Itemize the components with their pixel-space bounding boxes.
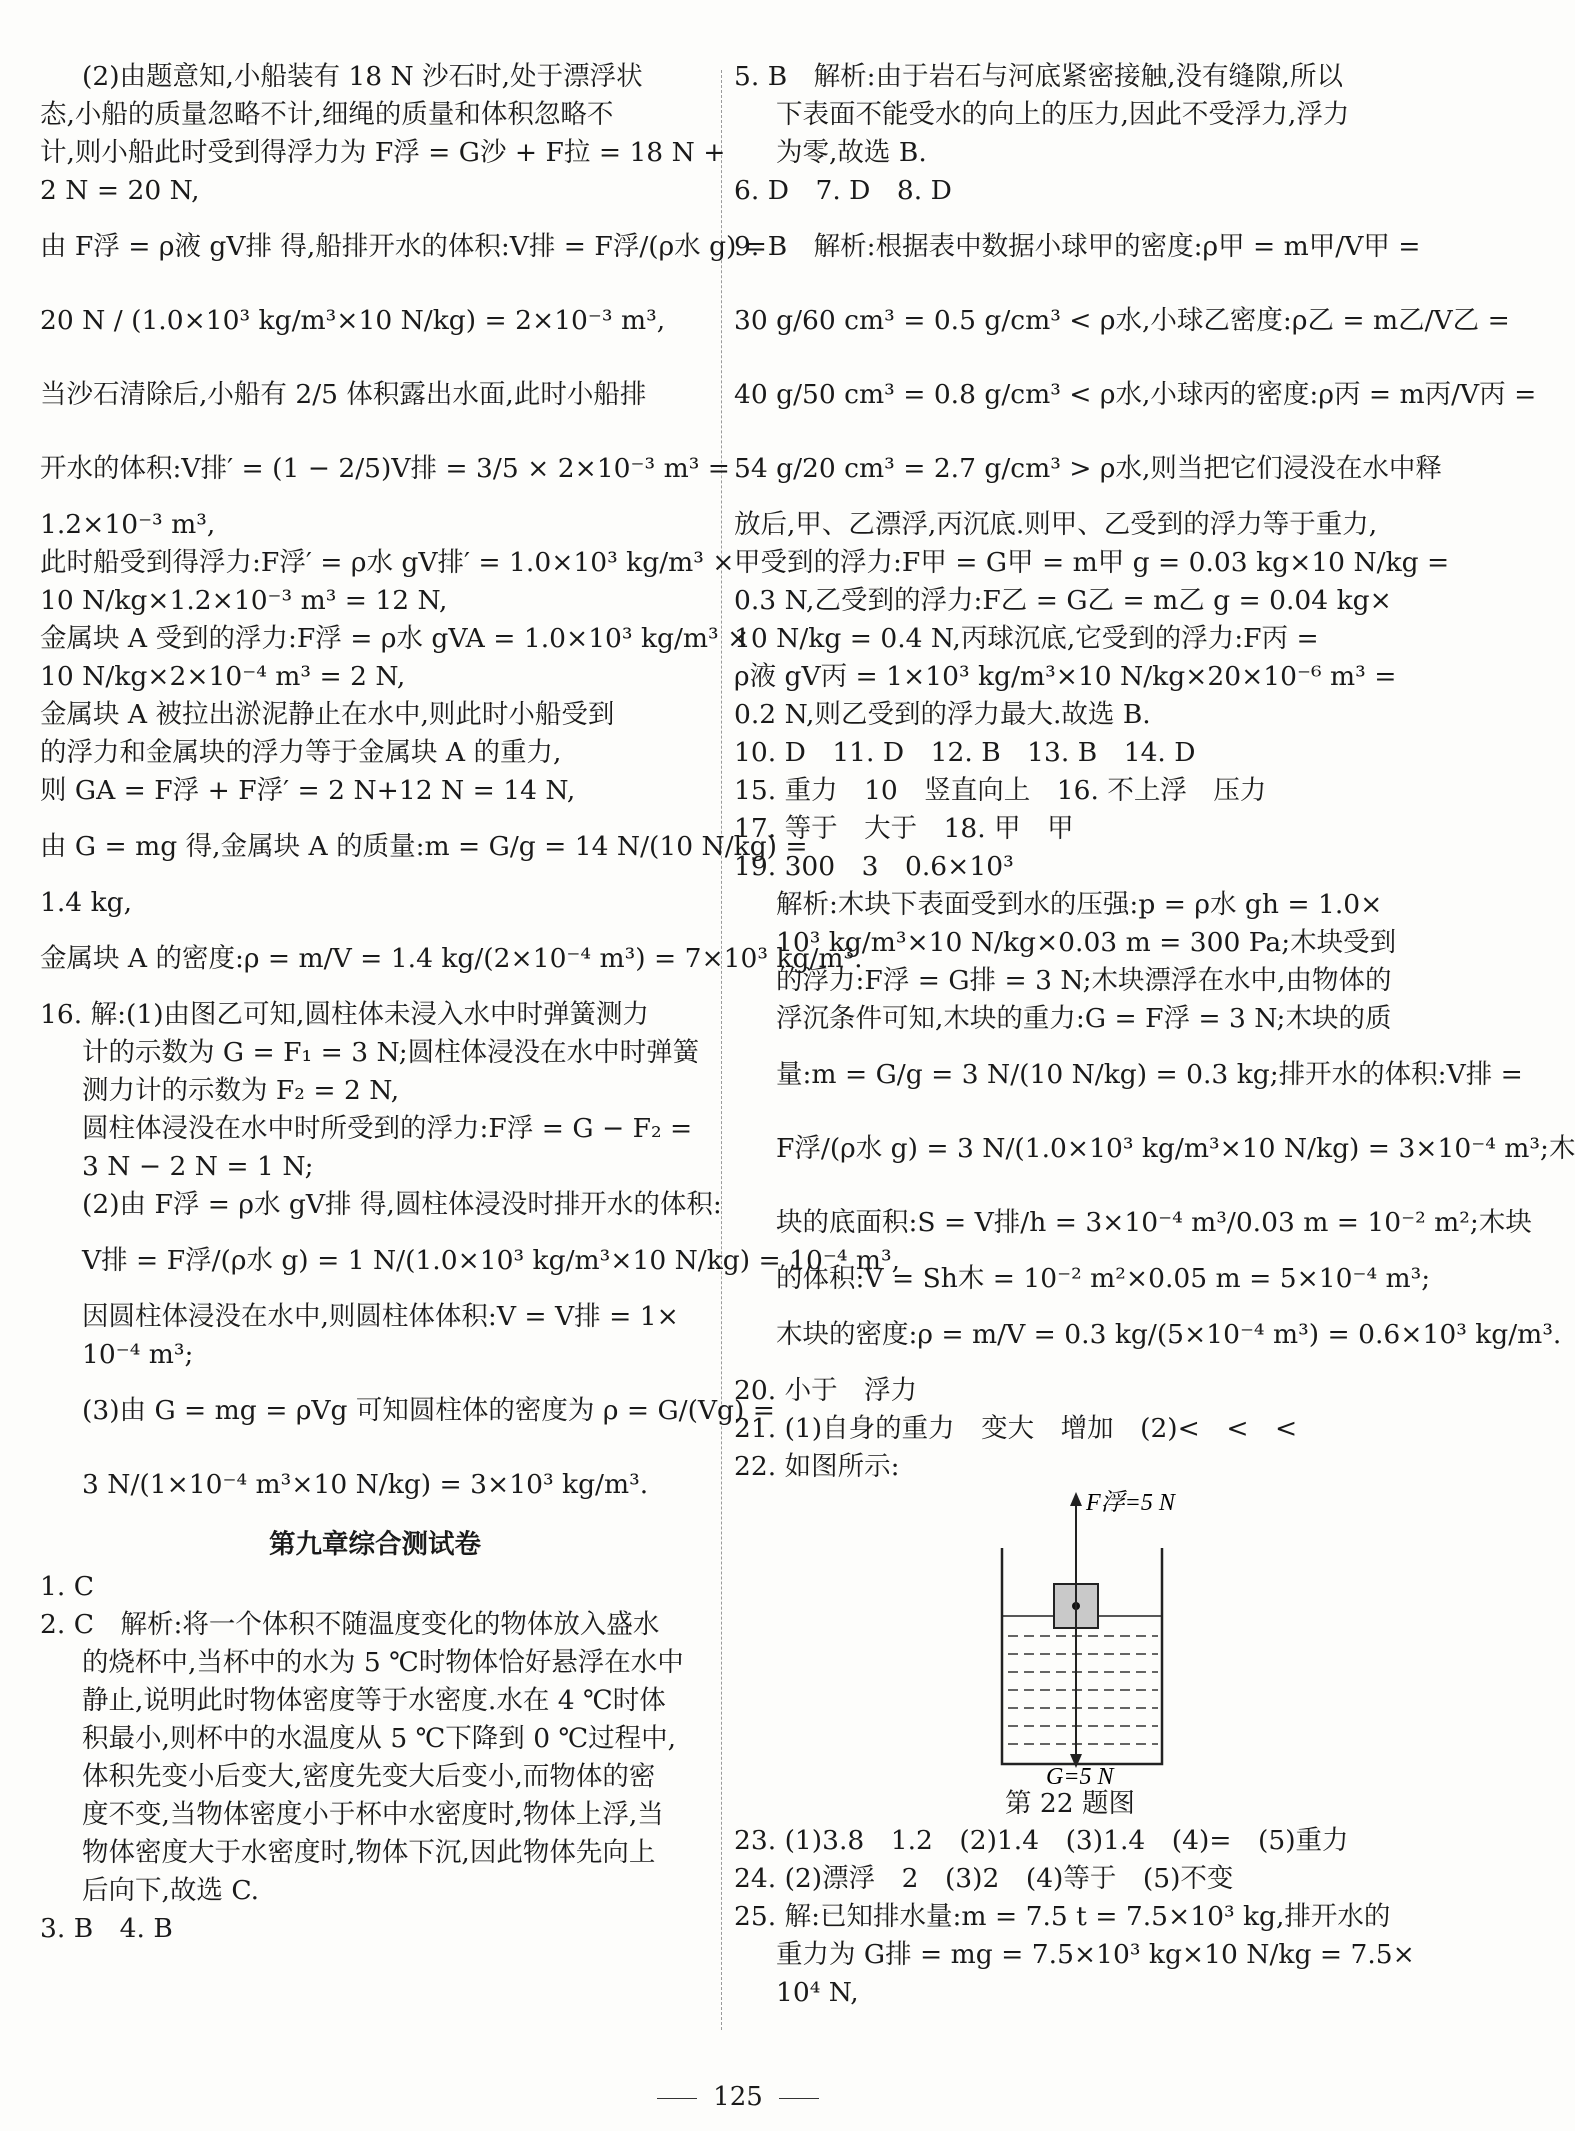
text-line: 放后,甲、乙漂浮,丙沉底.则甲、乙受到的浮力等于重力, (734, 509, 1378, 540)
beaker-outline (1002, 1548, 1162, 1764)
text-line: 1.4 kg, (40, 887, 133, 918)
beaker-diagram (734, 1486, 1406, 1790)
text-line: 静止,说明此时物体密度等于水密度.水在 4 ℃时体 (82, 1685, 666, 1716)
formula-line: (3)由 G = mg = ρVg 可知圆柱体的密度为 ρ = G/(Vg) = (82, 1395, 775, 1426)
answer-17-18: 17. 等于 大于 18. 甲 甲 (734, 813, 1074, 844)
page-number: 125 (713, 2082, 763, 2112)
text-line: 金属块 A 受到的浮力:F浮 = ρ水 gVA = 1.0×10³ kg/m³ × (40, 623, 750, 654)
text-line: 计,则小船此时受到得浮力为 F浮 = G沙 + F拉 = 18 N + (40, 137, 726, 168)
text-line: 态,小船的质量忽略不计,细绳的质量和体积忽略不 (40, 99, 614, 130)
text-line: 体积先变小后变大,密度先变大后变小,而物体的密 (82, 1761, 656, 1792)
question-16: 16. 解:(1)由图乙可知,圆柱体未浸入水中时弹簧测力 (40, 999, 649, 1030)
text-line: 的浮力:F浮 = G排 = 3 N;木块漂浮在水中,由物体的 (776, 965, 1392, 996)
text-line: 2 N = 20 N, (40, 175, 200, 206)
text-line: 甲受到的浮力:F甲 = G甲 = m甲 g = 0.03 kg×10 N/kg = (734, 547, 1450, 578)
answer-21: 21. (1)自身的重力 变大 增加 (2)< < < (734, 1413, 1298, 1444)
text-line: 则 GA = F浮 + F浮′ = 2 N+12 N = 14 N, (40, 775, 576, 806)
formula-line: V排 = F浮/(ρ水 g) = 1 N/(1.0×10³ kg/m³×10 N/kg) = 10⁻⁴ m³, (82, 1245, 901, 1276)
formula-line: 金属块 A 的密度:ρ = m/V = 1.4 kg/(2×10⁻⁴ m³) = 7×10³ kg/m³. (40, 943, 863, 974)
formula-line: 开水的体积:V排′ = (1 − 2/5)V排 = 3/5 × 2×10⁻³ m³ = (40, 453, 730, 484)
figure-caption: 第 22 题图 (1004, 1788, 1136, 1819)
text-line: 的烧杯中,当杯中的水为 5 ℃时物体恰好悬浮在水中 (82, 1647, 684, 1678)
section-title: 第九章综合测试卷 (269, 1529, 481, 1560)
formula-line: F浮/(ρ水 g) = 3 N/(1.0×10³ kg/m³×10 N/kg) = 3×10⁻⁴ m³;木 (776, 1133, 1575, 1164)
text-line: 10 N/kg×1.2×10⁻³ m³ = 12 N, (40, 585, 448, 616)
answer-3-4: 3. B 4. B (40, 1913, 173, 1944)
buoyancy-figure (734, 1486, 1406, 1790)
formula-line: 40 g/50 cm³ = 0.8 g/cm³ < ρ水,小球丙的密度:ρ丙 = m丙/V丙 = (734, 379, 1537, 410)
answer-22: 22. 如图所示: (734, 1451, 900, 1482)
formula-line: 54 g/20 cm³ = 2.7 g/cm³ > ρ水,则当把它们浸没在水中释 (734, 453, 1442, 484)
text-line: 为零,故选 B. (776, 137, 927, 168)
text-line: 10 N/kg×2×10⁻⁴ m³ = 2 N, (40, 661, 406, 692)
formula-line: 当沙石清除后,小船有 2/5 体积露出水面,此时小船排 (40, 379, 647, 410)
text-line: 计的示数为 G = F₁ = 3 N;圆柱体浸没在水中时弹簧 (82, 1037, 700, 1068)
answer-19: 19. 300 3 0.6×10³ (734, 851, 1014, 882)
text-line: 积最小,则杯中的水温度从 5 ℃下降到 0 ℃过程中, (82, 1723, 677, 1754)
formula-line: 20 N / (1.0×10³ kg/m³×10 N/kg) = 2×10⁻³ m³, (40, 305, 666, 336)
text-line: 度不变,当物体密度小于杯中水密度时,物体上浮,当 (82, 1799, 664, 1830)
text-line: 下表面不能受水的向上的压力,因此不受浮力,浮力 (776, 99, 1350, 130)
answer-6-8: 6. D 7. D 8. D (734, 175, 952, 206)
text-line: 解析:木块下表面受到水的压强:p = ρ水 gh = 1.0× (776, 889, 1383, 920)
text-line: 圆柱体浸没在水中时所受到的浮力:F浮 = G − F₂ = (82, 1113, 693, 1144)
text-line: 10³ kg/m³×10 N/kg×0.03 m = 300 Pa;木块受到 (776, 927, 1397, 958)
text-line: 金属块 A 被拉出淤泥静止在水中,则此时小船受到 (40, 699, 615, 730)
answer-10-14: 10. D 11. D 12. B 13. B 14. D (734, 737, 1196, 768)
text-line: 的浮力和金属块的浮力等于金属块 A 的重力, (40, 737, 562, 768)
text-line: 因圆柱体浸没在水中,则圆柱体体积:V = V排 = 1× (82, 1301, 679, 1332)
formula-line: 量:m = G/g = 3 N/(10 N/kg) = 0.3 kg;排开水的体积:V排 = (776, 1059, 1523, 1090)
text-line: 的体积:V = Sh木 = 10⁻² m²×0.05 m = 5×10⁻⁴ m³; (776, 1263, 1431, 1294)
formula-line: 30 g/60 cm³ = 0.5 g/cm³ < ρ水,小球乙密度:ρ乙 = m乙/V乙 = (734, 305, 1510, 336)
formula-line: 块的底面积:S = V排/h = 3×10⁻⁴ m³/0.03 m = 10⁻² m²;木块 (776, 1207, 1532, 1238)
water-lines (1008, 1636, 1158, 1744)
answer-23: 23. (1)3.8 1.2 (2)1.4 (3)1.4 (4)= (5)重力 (734, 1825, 1349, 1856)
text-line: 物体密度大于水密度时,物体下沉,因此物体先向上 (82, 1837, 656, 1868)
answer-1: 1. C (40, 1571, 94, 1602)
formula-line: 由 G = mg 得,金属块 A 的质量:m = G/g = 14 N/(10 N/kg) = (40, 831, 808, 862)
answer-20: 20. 小于 浮力 (734, 1375, 918, 1406)
answer-9: 9. B 解析:根据表中数据小球甲的密度:ρ甲 = m甲/V甲 = (734, 231, 1421, 262)
column-divider (721, 70, 722, 2030)
text-line: 0.2 N,则乙受到的浮力最大.故选 B. (734, 699, 1151, 730)
buoyancy-label: F浮=5 N (1086, 1490, 1175, 1516)
text-line: (2)由题意知,小船装有 18 N 沙石时,处于漂浮状 (82, 61, 643, 92)
formula-line: 木块的密度:ρ = m/V = 0.3 kg/(5×10⁻⁴ m³) = 0.6×10³ kg/m³. (776, 1319, 1562, 1350)
text-line: 重力为 G排 = mg = 7.5×10³ kg×10 N/kg = 7.5× (776, 1939, 1415, 1970)
text-line: 测力计的示数为 F₂ = 2 N, (82, 1075, 400, 1106)
answer-24: 24. (2)漂浮 2 (3)2 (4)等于 (5)不变 (734, 1863, 1234, 1894)
buoyancy-arrowhead (1070, 1492, 1082, 1506)
answer-2: 2. C 解析:将一个体积不随温度变化的物体放入盛水 (40, 1609, 660, 1640)
text-line: 3 N − 2 N = 1 N; (82, 1151, 314, 1182)
answer-15-16: 15. 重力 10 竖直向上 16. 不上浮 压力 (734, 775, 1267, 806)
text-line: 10⁴ N, (776, 1977, 859, 2008)
text-line: 此时船受到得浮力:F浮′ = ρ水 gV排′ = 1.0×10³ kg/m³ × (40, 547, 735, 578)
text-line: 10⁻⁴ m³; (82, 1339, 194, 1370)
answer-25: 25. 解:已知排水量:m = 7.5 t = 7.5×10³ kg,排开水的 (734, 1901, 1391, 1932)
right-column (734, 58, 1575, 2012)
text-line: 0.3 N,乙受到的浮力:F乙 = G乙 = m乙 g = 0.04 kg× (734, 585, 1392, 616)
text-line: 后向下,故选 C. (82, 1875, 260, 1906)
formula-line: 由 F浮 = ρ液 gV排 得,船排开水的体积:V排 = F浮/(ρ水 g) = (40, 231, 768, 262)
text-line: ρ液 gV丙 = 1×10³ kg/m³×10 N/kg×20×10⁻⁶ m³ = (734, 661, 1397, 692)
text-line: 1.2×10⁻³ m³, (40, 509, 216, 540)
answer-5: 5. B 解析:由于岩石与河底紧密接触,没有缝隙,所以 (734, 61, 1343, 92)
page-footer (0, 2082, 1476, 2112)
gravity-label: G=5 N (1046, 1764, 1114, 1790)
text-line: 浮沉条件可知,木块的重力:G = F浮 = 3 N;木块的质 (776, 1003, 1392, 1034)
formula-line: 3 N/(1×10⁻⁴ m³×10 N/kg) = 3×10³ kg/m³. (82, 1469, 649, 1500)
text-line: 10 N/kg = 0.4 N,丙球沉底,它受到的浮力:F丙 = (734, 623, 1319, 654)
text-line: (2)由 F浮 = ρ水 gV排 得,圆柱体浸没时排开水的体积: (82, 1189, 722, 1220)
